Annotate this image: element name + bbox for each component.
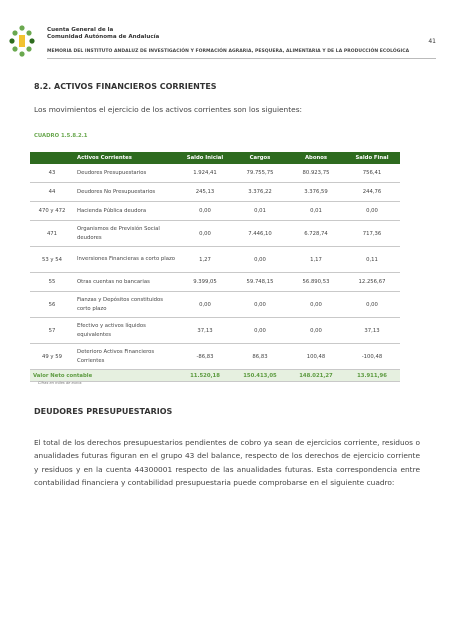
total-abonos: 148.021,27 (288, 370, 344, 382)
header-cell-code (30, 152, 74, 164)
table-row (30, 273, 400, 292)
cell-cargos: 0,00 (232, 247, 288, 273)
document-header-title (47, 27, 159, 40)
cell-description: Deterioro Activos Financieros Corrientes (74, 344, 178, 370)
section-heading-activos: 8.2. ACTIVOS FINANCIEROS CORRIENTES (34, 82, 217, 91)
cell-code: 43 (30, 164, 74, 183)
table-row (30, 344, 400, 370)
cell-code: 57 (30, 318, 74, 344)
cell-abonos: 1,17 (288, 247, 344, 273)
cell-saldo-final: 0,11 (344, 247, 400, 273)
cell-cargos: 0,01 (232, 202, 288, 221)
cell-description: Efectivo y activos líquidos equivalentes (74, 318, 178, 344)
total-cargos: 150.413,05 (232, 370, 288, 382)
cell-saldo-inicial: 0,00 (178, 292, 232, 318)
table-caption: CUADRO 1.5.8.2.1 (34, 133, 88, 139)
total-saldo-final: 13.911,96 (344, 370, 400, 382)
cell-description: Hacienda Pública deudora (74, 202, 178, 221)
cell-saldo-final: 37,13 (344, 318, 400, 344)
cell-cargos: 59.748,15 (232, 273, 288, 292)
cell-saldo-final: 0,00 (344, 292, 400, 318)
cell-saldo-inicial: 0,00 (178, 221, 232, 247)
cell-abonos: 100,48 (288, 344, 344, 370)
cell-saldo-final: 756,41 (344, 164, 400, 183)
cell-saldo-final: 12.256,67 (344, 273, 400, 292)
cell-description: Organismos de Previsión Social deudores (74, 221, 178, 247)
cell-code: 56 (30, 292, 74, 318)
cell-code: 44 (30, 183, 74, 202)
cell-cargos: 7.446,10 (232, 221, 288, 247)
cell-cargos: 0,00 (232, 318, 288, 344)
header-cell-saldo-inicial: Saldo Inicial (178, 152, 232, 164)
cell-code: 471 (30, 221, 74, 247)
cell-saldo-inicial: 37,13 (178, 318, 232, 344)
section-intro-text: Los movimientos el ejercicio de los activos corrientes son los siguientes: (34, 105, 303, 114)
section-heading-deudores: DEUDORES PRESUPUESTARIOS (34, 407, 173, 416)
header-cell-cargos: Cargos (232, 152, 288, 164)
cell-saldo-final: -100,48 (344, 344, 400, 370)
table-row (30, 164, 400, 183)
table-row (30, 183, 400, 202)
cell-description: Inversiones Financieras a corto plazo (74, 247, 178, 273)
cell-abonos: 3.376,59 (288, 183, 344, 202)
table-header-row (30, 152, 400, 164)
page-number: 41 (428, 38, 436, 45)
cell-saldo-inicial: 1,27 (178, 247, 232, 273)
table-row (30, 318, 400, 344)
cell-saldo-final: 717,36 (344, 221, 400, 247)
table-row (30, 202, 400, 221)
cell-code: 470 y 472 (30, 202, 74, 221)
cell-abonos: 56.890,53 (288, 273, 344, 292)
cell-saldo-final: 0,00 (344, 202, 400, 221)
cell-cargos: 3.376,22 (232, 183, 288, 202)
table-row (30, 292, 400, 318)
document-header-subtitle: MEMORIA DEL INSTITUTO ANDALUZ DE INVESTIGACIÓN Y FORMACIÓN AGRARIA, PESQUERA, ALIMENTARIA Y DE LA PRODUCCIÓN ECOLÓGICA (47, 49, 410, 54)
header-cell-abonos: Abonos (288, 152, 344, 164)
cell-saldo-inicial: 0,00 (178, 202, 232, 221)
table-total-row (30, 370, 400, 382)
cell-abonos: 0,00 (288, 292, 344, 318)
cell-abonos: 80.923,75 (288, 164, 344, 183)
table-footnote: Cifras en miles de euros (38, 381, 82, 385)
header-title-line2: Comunidad Autónoma de Andalucía (47, 33, 160, 40)
cell-saldo-inicial: -86,83 (178, 344, 232, 370)
junta-andalucia-logo-icon (8, 24, 36, 58)
cell-cargos: 0,00 (232, 292, 288, 318)
header-cell-saldo-final: Saldo Final (344, 152, 400, 164)
cell-saldo-inicial: 1.924,41 (178, 164, 232, 183)
cell-description: Deudores Presupuestarios (74, 164, 178, 183)
section-body-text: El total de los derechos presupuestarios pendientes de cobro ya sean de ejercicios corriente, residuos o anualidades futuras figuran en el grupo 43 del balance, respecto de los derechos de ejercicio corriente y residuos y en la cuenta 44300001 respecto de las anualidades futuras. Esta correspondencia entre contabilidad financiera y contabilidad presupuestaria puede comprobarse en el siguiente cuadro: (34, 438, 420, 488)
cell-description: Fianzas y Depósitos constituidos corto plazo (74, 292, 178, 318)
table-row (30, 221, 400, 247)
cell-cargos: 86,83 (232, 344, 288, 370)
total-label: Valor Neto contable (30, 370, 178, 382)
cell-cargos: 79.755,75 (232, 164, 288, 183)
cell-saldo-final: 244,76 (344, 183, 400, 202)
header-divider (47, 58, 436, 59)
header-title-line1: Cuenta General de la (47, 27, 114, 33)
header-cell-activos: Activos Corrientes (74, 152, 178, 164)
cell-code: 55 (30, 273, 74, 292)
total-saldo-inicial: 11.520,18 (178, 370, 232, 382)
cell-code: 53 y 54 (30, 247, 74, 273)
cell-description: Deudores No Presupuestarios (74, 183, 178, 202)
table-row (30, 247, 400, 273)
cell-abonos: 0,00 (288, 318, 344, 344)
cell-saldo-inicial: 9.399,05 (178, 273, 232, 292)
activos-corrientes-table (30, 152, 400, 382)
cell-description: Otras cuentas no bancarias (74, 273, 178, 292)
cell-saldo-inicial: 245,13 (178, 183, 232, 202)
cell-code: 49 y 59 (30, 344, 74, 370)
cell-abonos: 6.728,74 (288, 221, 344, 247)
cell-abonos: 0,01 (288, 202, 344, 221)
